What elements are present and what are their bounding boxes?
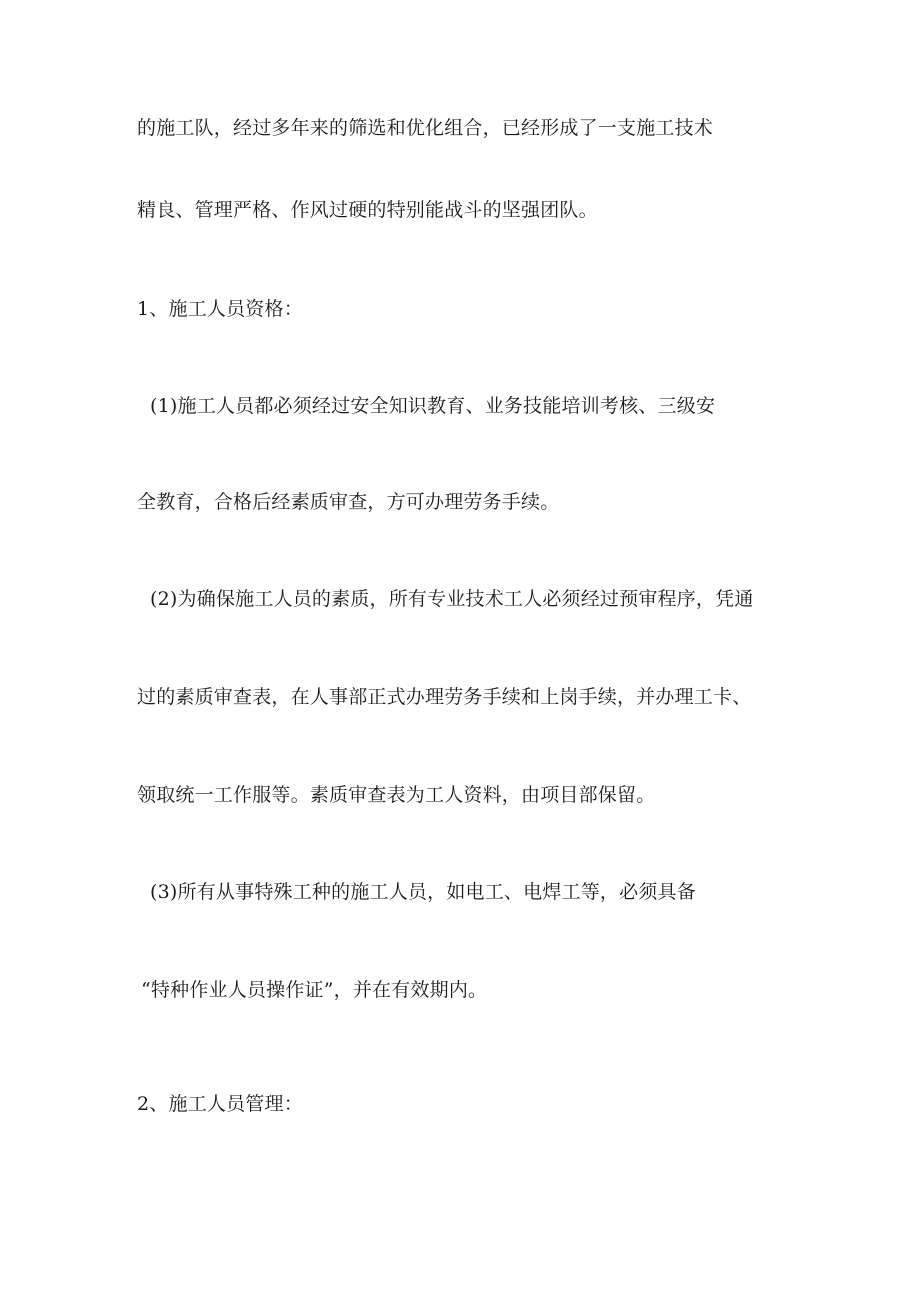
list-item-line: “特种作业人员操作证”，并在有效期内。 bbox=[141, 979, 488, 1001]
list-item-line: 过的素质审查表，在人事部正式办理劳务手续和上岗手续，并办理工卡、 bbox=[137, 686, 752, 708]
section-heading: 1、施工人员资格： bbox=[137, 298, 303, 320]
section-heading: 2、施工人员管理： bbox=[137, 1093, 303, 1115]
list-item-line: (1)施工人员都必须经过安全知识教育、业务技能培训考核、三级安 bbox=[150, 395, 716, 417]
list-item-line: (3)所有从事特殊工种的施工人员，如电工、电焊工等，必须具备 bbox=[150, 881, 696, 903]
list-item-line: (2)为确保施工人员的素质，所有专业技术工人必须经过预审程序，凭通 bbox=[150, 588, 754, 610]
paragraph-line: 的施工队，经过多年来的筛选和优化组合，已经形成了一支施工技术 bbox=[137, 117, 714, 139]
list-item-line: 领取统一工作服等。素质审查表为工人资料，由项目部保留。 bbox=[137, 784, 656, 806]
paragraph-line: 精良、管理严格、作风过硬的特别能战斗的坚强团队。 bbox=[137, 199, 598, 221]
list-item-line: 全教育，合格后经素质审查，方可办理劳务手续。 bbox=[137, 491, 560, 513]
